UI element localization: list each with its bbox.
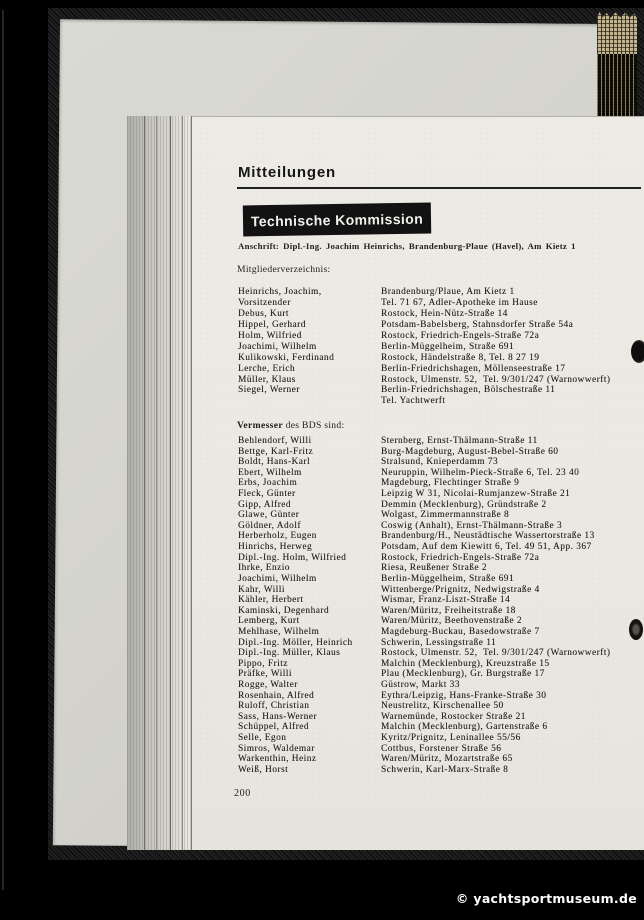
member-row	[238, 353, 640, 364]
entry-name: Dipl.-Ing. Müller, Klaus	[238, 648, 341, 659]
member-row	[238, 331, 640, 342]
entry-name: Warkenthin, Heinz	[238, 754, 317, 765]
entry-name: Rosenhain, Alfred	[238, 690, 315, 701]
entry-address: Berlin-Friedrichshagen, Möllenseestraße 17	[381, 363, 566, 374]
entry-address: Rostock, Ulmenstr. 52, Tel. 9/301/247 (Warnowwerft)	[381, 648, 611, 659]
vermesser-list	[238, 436, 640, 776]
entry-address: Plau (Mecklenburg), Gr. Burgstraße 17	[381, 669, 545, 680]
entry-address: Magdeburg-Buckau, Basedowstraße 7	[381, 626, 540, 637]
vermesser-row	[238, 500, 640, 511]
vermesser-row	[238, 648, 640, 659]
entry-name: Siegel, Werner	[238, 385, 300, 396]
entry-address: Wismar, Franz-Liszt-Straße 14	[381, 595, 511, 606]
vermesser-row	[238, 585, 640, 596]
entry-address: Waren/Müritz, Mozartstraße 65	[381, 754, 513, 765]
member-row	[238, 396, 640, 407]
scanner-edge-line	[2, 10, 4, 890]
entry-address: Berlin-Müggelheim, Straße 691	[381, 573, 515, 584]
members-list	[238, 287, 640, 407]
vermesser-row	[238, 680, 640, 691]
entry-name: Kaminski, Degenhard	[238, 605, 330, 616]
page-content	[127, 116, 644, 850]
vermesser-row	[238, 722, 640, 733]
vermesser-row	[238, 712, 640, 723]
entry-name: Präfke, Willi	[238, 669, 292, 680]
vermesser-row	[238, 616, 640, 627]
member-row	[238, 309, 640, 320]
entry-name: Fleck, Günter	[238, 489, 296, 500]
vermesser-heading	[237, 420, 344, 431]
committee-address-line: Anschrift: Dipl.-Ing. Joachim Heinrichs, Brandenburg-Plaue (Havel), Am Kietz 1	[238, 241, 576, 251]
vermesser-row	[238, 531, 640, 542]
vermesser-row	[238, 638, 640, 649]
entry-address: Tel. 71 67, Adler-Apotheke im Hause	[381, 297, 538, 308]
entry-name: Hippel, Gerhard	[238, 319, 306, 330]
punch-hole-bottom	[629, 619, 643, 640]
entry-name: Bettge, Karl-Fritz	[238, 446, 314, 457]
entry-name: Sass, Hans-Werner	[238, 711, 318, 722]
entry-name: Simros, Waldemar	[238, 743, 315, 754]
vermesser-row	[238, 606, 640, 617]
entry-address: Rostock, Friedrich-Engels-Straße 72a	[381, 552, 540, 563]
entry-address: Coswig (Anhalt), Ernst-Thälmann-Straße 3	[381, 520, 563, 531]
entry-address: Waren/Müritz, Freiheitstraße 18	[381, 605, 516, 616]
members-heading: Mitgliederverzeichnis:	[237, 264, 331, 275]
entry-name: Joachimi, Wilhelm	[238, 341, 317, 352]
vermesser-row	[238, 595, 640, 606]
page-title: Mitteilungen	[238, 164, 336, 181]
cloth-binding-light-section	[597, 12, 637, 56]
entry-name: Hinrichs, Herweg	[238, 542, 313, 553]
entry-address: Güstrow, Markt 33	[381, 680, 460, 691]
entry-name: Lerche, Erich	[238, 363, 296, 374]
entry-address: Eythra/Leipzig, Hans-Franke-Straße 30	[381, 690, 547, 701]
vermesser-heading-rest: des BDS sind:	[282, 420, 345, 431]
entry-name: Erbs, Joachim	[238, 478, 298, 489]
vermesser-row	[238, 447, 640, 458]
entry-name: Göldner, Adolf	[238, 520, 301, 531]
entry-address: Riesa, Reußener Straße 2	[381, 563, 487, 574]
watermark: © yachtsportmuseum.de	[455, 891, 637, 906]
cloth-binding-swatch	[597, 12, 637, 128]
entry-name: Joachimi, Wilhelm	[238, 573, 317, 584]
vermesser-row	[238, 733, 640, 744]
entry-name: Debus, Kurt	[238, 308, 289, 319]
entry-address: Malchin (Mecklenburg), Gartenstraße 6	[381, 722, 548, 733]
member-row	[238, 364, 640, 375]
entry-address: Waren/Müritz, Beethovenstraße 2	[381, 616, 522, 627]
member-row	[238, 287, 640, 298]
entry-address: Berlin-Friedrichshagen, Bölschestraße 11	[381, 385, 556, 396]
book-page	[127, 116, 644, 850]
entry-name: Glawe, Günter	[238, 510, 300, 521]
entry-address: Demmin (Mecklenburg), Gründstraße 2	[381, 499, 547, 510]
vermesser-row	[238, 627, 640, 638]
vermesser-row	[238, 659, 640, 670]
entry-address: Neuruppin, Wilhelm-Pieck-Straße 6, Tel. 23 40	[381, 467, 580, 478]
entry-address: Leipzig W 31, Nicolai-Rumjanzew-Straße 21	[381, 489, 571, 500]
vermesser-row	[238, 542, 640, 553]
entry-address: Magdeburg, Flechtinger Straße 9	[381, 478, 520, 489]
entry-name: Rogge, Walter	[238, 680, 298, 691]
entry-address: Rostock, Ulmenstr. 52, Tel. 9/301/247 (Warnowwerft)	[381, 374, 611, 385]
entry-name: Behlendorf, Willi	[238, 436, 312, 446]
entry-name: Holm, Wilfried	[238, 330, 302, 341]
entry-name: Schüppel, Alfred	[238, 722, 309, 733]
entry-name: Kähler, Herbert	[238, 595, 304, 606]
entry-address: Warnemünde, Rostocker Straße 21	[381, 711, 526, 722]
page-number: 200	[234, 788, 251, 799]
vermesser-row	[238, 691, 640, 702]
entry-address: Burg-Magdeburg, August-Bebel-Straße 60	[381, 446, 559, 457]
vermesser-row	[238, 489, 640, 500]
entry-name: Mehlhase, Wilhelm	[238, 626, 320, 637]
member-row	[238, 320, 640, 331]
vermesser-heading-bold: Vermesser	[237, 420, 283, 431]
entry-name: Dipl.-Ing. Möller, Heinrich	[238, 637, 353, 648]
vermesser-row	[238, 754, 640, 765]
entry-address: Schwerin, Lessingstraße 11	[381, 637, 497, 648]
vermesser-row	[238, 436, 640, 447]
entry-address: Cottbus, Forstener Straße 56	[381, 743, 502, 754]
entry-address: Potsdam, Auf dem Kiewitt 6, Tel. 49 51, App. 367	[381, 542, 592, 553]
punch-hole-top	[631, 340, 644, 363]
vermesser-row	[238, 574, 640, 585]
entry-address: Rostock, Friedrich-Engels-Straße 72a	[381, 330, 540, 341]
entry-name: Pippo, Fritz	[238, 658, 288, 669]
entry-name: Kahr, Willi	[238, 584, 285, 595]
entry-address: Rostock, Hein-Nütz-Straße 14	[381, 308, 508, 319]
entry-name: Vorsitzender	[238, 297, 291, 308]
vermesser-row	[238, 510, 640, 521]
vermesser-row	[238, 521, 640, 532]
title-rule	[237, 187, 641, 189]
vermesser-row	[238, 457, 640, 468]
committee-title: Technische Kommission	[250, 210, 424, 229]
vermesser-row	[238, 765, 640, 776]
entry-address: Rostock, Händelstraße 8, Tel. 8 27 19	[381, 352, 540, 363]
member-row	[238, 385, 640, 396]
entry-name	[238, 396, 381, 407]
entry-name: Weiß, Horst	[238, 764, 289, 775]
entry-name: Heinrichs, Joachim,	[238, 287, 322, 297]
entry-name: Ebert, Wilhelm	[238, 467, 302, 478]
entry-address: Schwerin, Karl-Marx-Straße 8	[381, 764, 509, 775]
entry-name: Müller, Klaus	[238, 374, 296, 385]
entry-address: Neustrelitz, Kirschenallee 50	[381, 701, 504, 712]
entry-name: Boldt, Hans-Karl	[238, 457, 311, 468]
entry-address: Stralsund, Knieperdamm 73	[381, 457, 499, 468]
entry-address: Tel. Yachtwerft	[381, 396, 446, 407]
vermesser-row	[238, 468, 640, 479]
entry-address: Wittenberge/Prignitz, Nedwigstraße 4	[381, 584, 540, 595]
member-row	[238, 342, 640, 353]
entry-address: Kyritz/Prignitz, Leninallee 55/56	[381, 733, 521, 744]
entry-name: Lemberg, Kurt	[238, 616, 300, 627]
entry-address: Malchin (Mecklenburg), Kreuzstraße 15	[381, 658, 550, 669]
entry-name: Dipl.-Ing. Holm, Wilfried	[238, 552, 347, 563]
entry-address: Brandenburg/H., Neustädtische Wassertorstraße 13	[381, 531, 595, 542]
entry-address: Potsdam-Babelsberg, Stahnsdorfer Straße 54a	[381, 319, 574, 330]
entry-address: Sternberg, Ernst-Thälmann-Straße 11	[381, 436, 538, 446]
vermesser-row	[238, 563, 640, 574]
entry-name: Ihrke, Enzio	[238, 563, 290, 574]
vermesser-row	[238, 744, 640, 755]
entry-name: Kulikowski, Ferdinand	[238, 352, 335, 363]
vermesser-row	[238, 478, 640, 489]
member-row	[238, 375, 640, 386]
member-row	[238, 298, 640, 309]
vermesser-row	[238, 701, 640, 712]
vermesser-row	[238, 553, 640, 564]
entry-address: Wolgast, Zimmermannstraße 8	[381, 510, 510, 521]
entry-name: Gipp, Alfred	[238, 499, 291, 510]
committee-title-box	[243, 203, 431, 237]
entry-address: Berlin-Müggelheim, Straße 691	[381, 341, 515, 352]
entry-address: Brandenburg/Plaue, Am Kietz 1	[381, 287, 515, 297]
entry-name: Herberholz, Eugen	[238, 531, 317, 542]
entry-name: Selle, Egon	[238, 733, 287, 744]
vermesser-row	[238, 669, 640, 680]
entry-name: Ruloff, Christian	[238, 701, 310, 712]
